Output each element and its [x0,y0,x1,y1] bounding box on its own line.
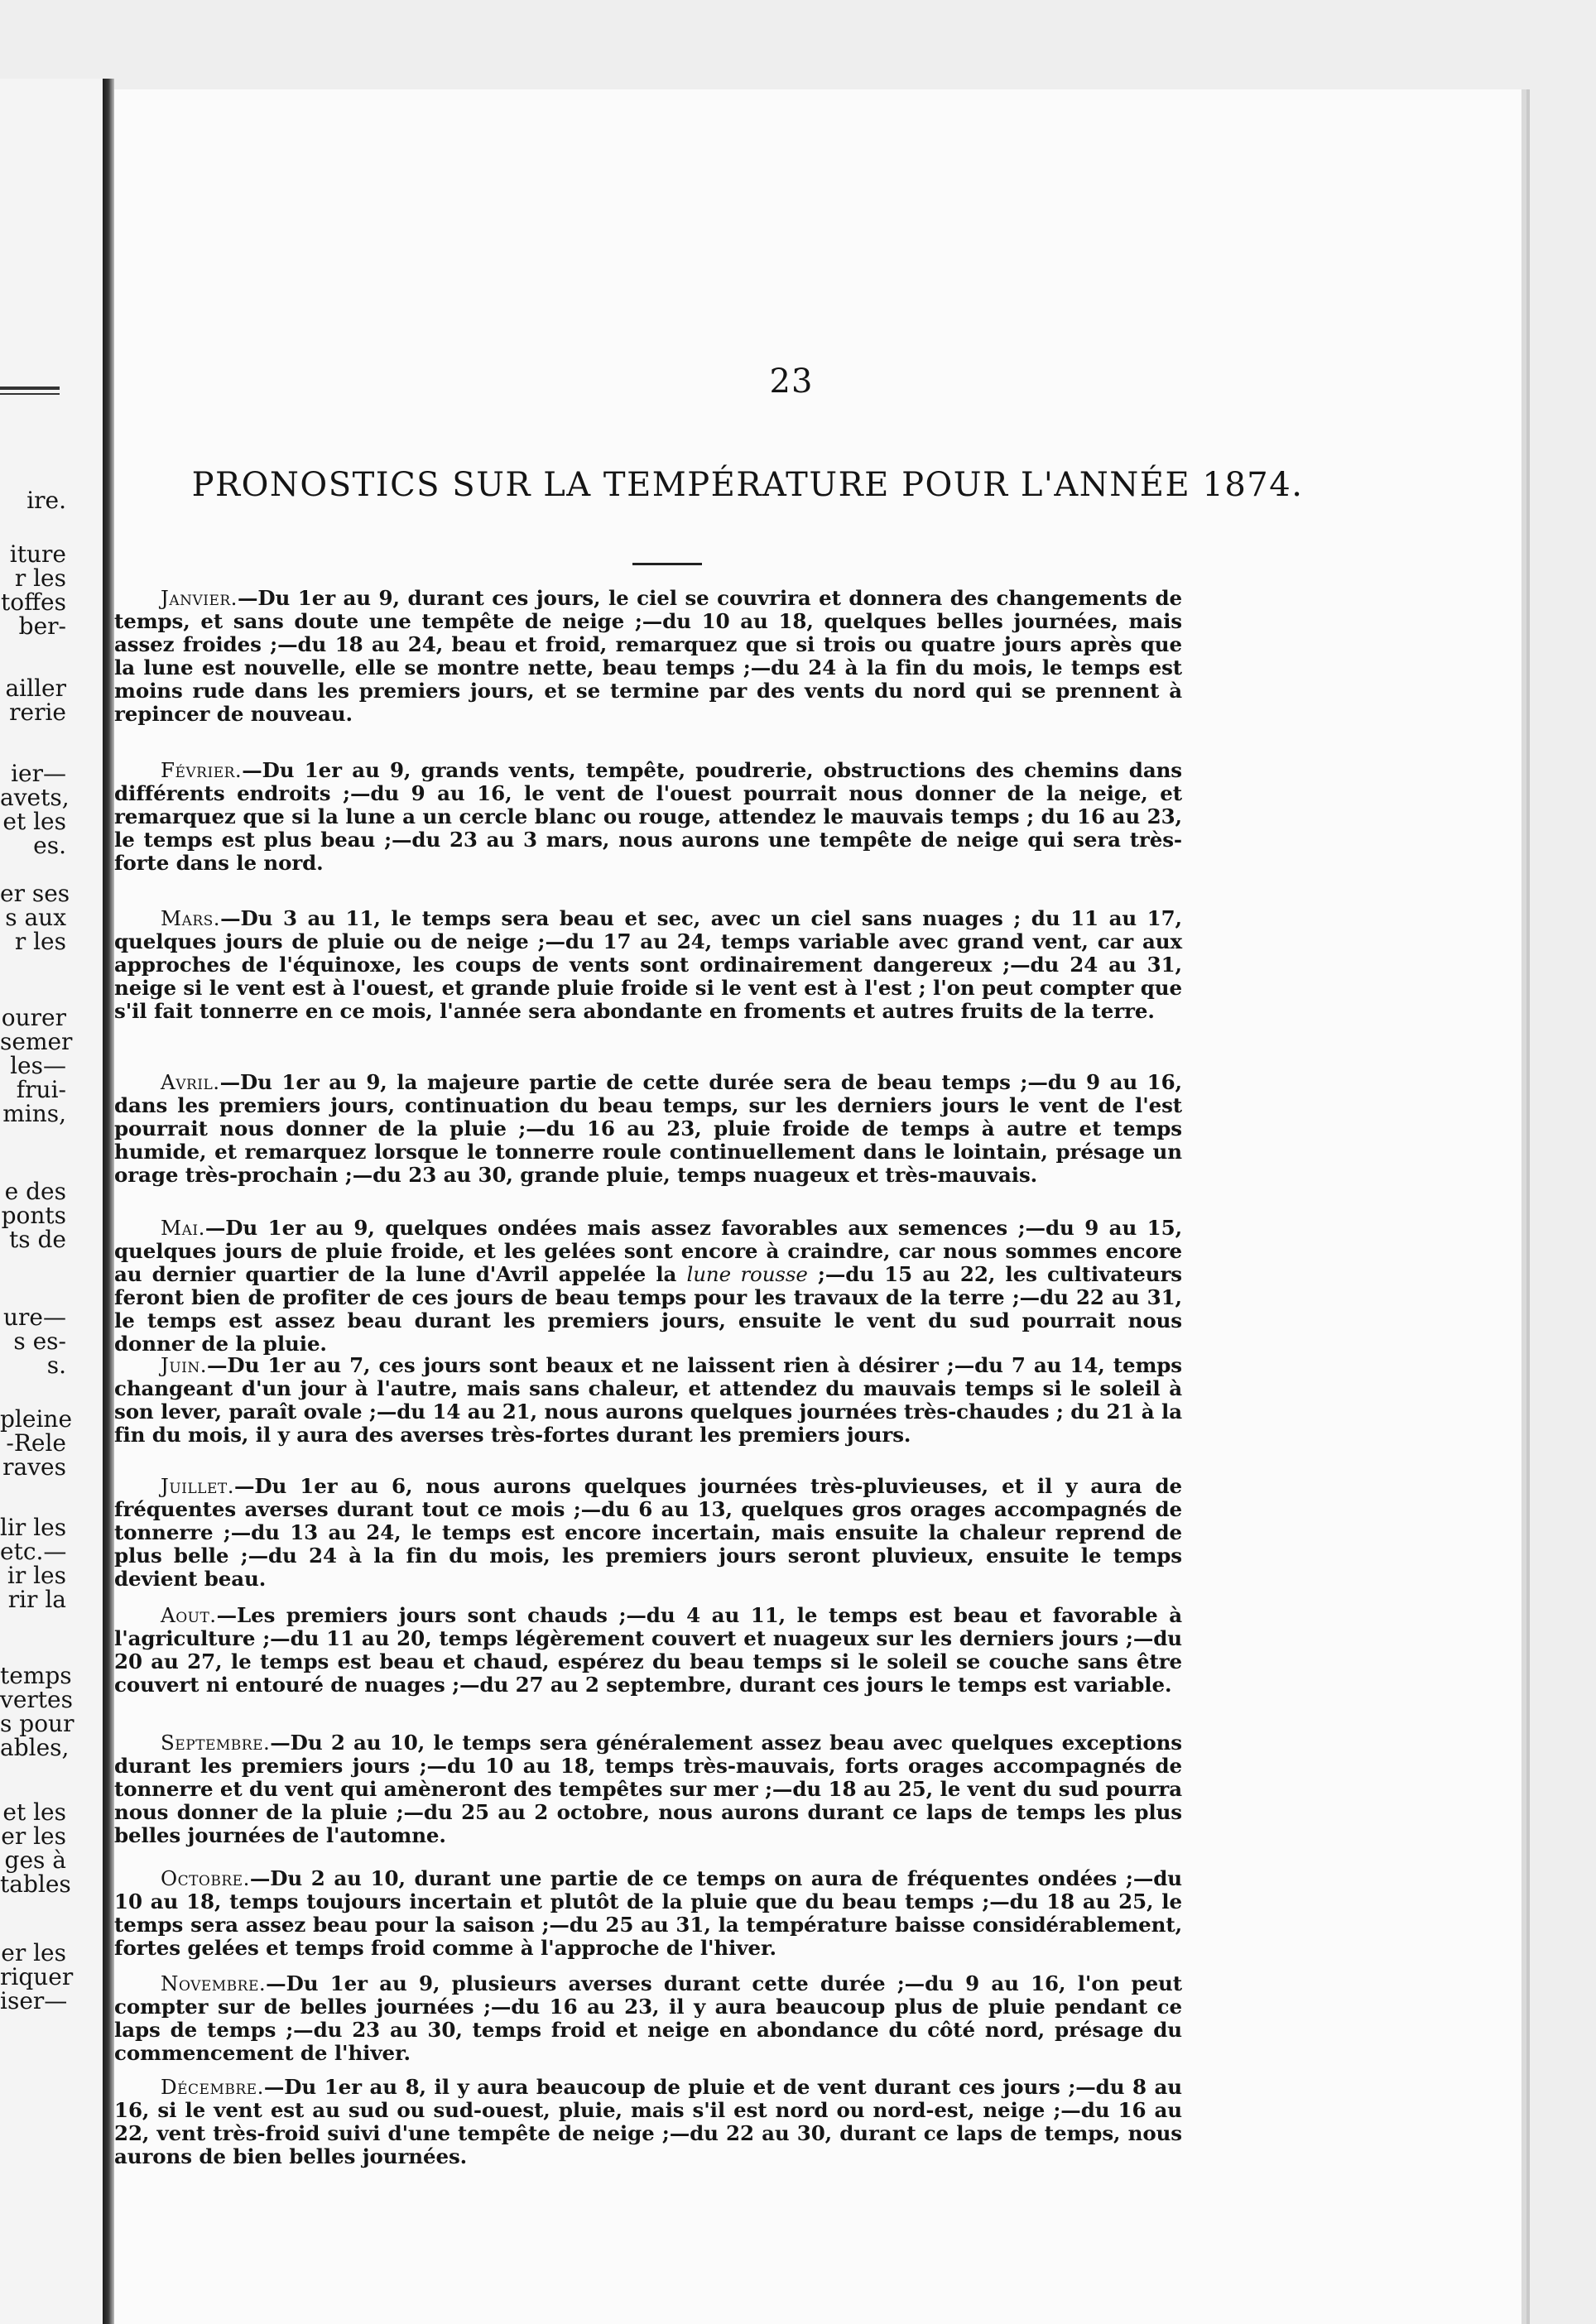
month-text: —Du 1er au 9, durant ces jours, le ciel se couvrira et donnera des changements de temps, et sans doute une tempête de neige ;—du 10 au 18, quelques belles journées, mais assez froides ;—du 18 au 24, beau et froid, remarquez que si trois ou quatre jours après que la lune est nouvelle, elle se montre nette, beau temps ;—du 24 à la fin du mois, le temps est moins rude dans les premiers jours, et se termine par des vents du nord qui se prennent à repincer de nouveau. [114,586,1182,726]
month-text: —Du 3 au 11, le temps sera beau et sec, avec un ciel sans nuages ; du 11 au 17, quelques jours de pluie ou de neige ;—du 17 au 24, temps variable avec grand vent, car aux approches de l'équinoxe, les coups de vents sont ordinairement dangereux ;—du 24 au 31, neige si le vent est à l'ouest, et grande pluie froide si le vent est à l'est ; l'on peut compter que s'il fait tonnerre en ce mois, l'année sera abondante en froments et autres fruits de la terre. [114,906,1183,1023]
left-fragment-line: e des [4,1178,66,1205]
left-fragment-line: raves [2,1453,66,1481]
left-fragment-line: s aux [5,904,66,931]
left-fragment-line: r les [14,564,66,592]
left-fragment-line: ables, [0,1734,70,1761]
month-entry-septembre [114,1731,1182,1847]
left-fragment-line: ir les [7,1562,66,1589]
month-name: Juillet. [161,1474,234,1498]
left-fragment-line: r les [14,928,66,955]
month-text: —Du 1er au 6, nous aurons quelques journées très-pluvieuses, et il y aura de fréquentes averses durant tout ce mois ;—du 6 au 13, quelques gros orages accompagnés de tonnerre ;—du 13 au 24, le temps est encore incertain, mais ensuite la chaleur reprend de plus belle ;—du 24 à la fin du mois, les premiers jours seront pluvieux, ensuite le temps devient beau. [114,1474,1182,1591]
month-name: Mai. [161,1216,205,1240]
page-title: PRONOSTICS SUR LA TEMPÉRATURE POUR L'ANNÉE 1874. [191,466,1304,504]
left-fragment-line: semer [0,1028,73,1055]
month-text-italic: lune rousse [686,1262,808,1286]
left-fragment-line: rir la [7,1586,66,1613]
left-fragment-line: les— [10,1052,66,1079]
left-fragment-line: riquer [0,1963,74,1990]
left-page-rule [0,387,60,390]
month-entry-mai [114,1217,1182,1356]
left-fragment-line: frui- [16,1076,66,1103]
left-fragment-line: iser— [0,1987,68,2014]
month-entry-octobre [114,1867,1182,1960]
left-fragment-line: temps [0,1662,72,1689]
month-name: Mars. [161,906,221,930]
left-fragment-line: etc.— [0,1538,67,1565]
left-fragment-line: -Rele [6,1429,66,1457]
month-entry-janvier [114,587,1182,726]
title-rule [632,563,702,565]
month-entry-fevrier [114,759,1182,875]
month-text: ;—du 15 au 22, les cultivateurs feront bien de profiter de ces jours de beau temps pour les travaux de la terre ;—du 22 au 31, le temps est assez beau durant les premiers jours, ensuite le vent du sud pourrait nous donner de la pluie. [114,1262,1182,1356]
month-entry-mars [114,907,1182,1023]
month-text: —Du 1er au 7, ces jours sont beaux et ne laissent rien à désirer ;—du 7 au 14, temps changeant d'un jour à l'autre, mais sans chaleur, et attendez du mauvais temps si le soleil à son lever, paraît ovale ;—du 14 au 21, nous aurons quelques journées très-chaudes ; du 21 à la fin du mois, il y aura des averses très-fortes durant les premiers jours. [114,1353,1182,1447]
left-fragment-line: ponts [1,1202,66,1229]
left-fragment-line: ire. [26,487,66,514]
left-page-fragment [0,79,103,2324]
month-entry-juillet [114,1475,1182,1591]
month-text: —Du 1er au 8, il y aura beaucoup de pluie et de vent durant ces jours ;—du 8 au 16, si le vent est au sud ou sud-ouest, pluie, mais s'il est nord ou nord-est, neige ;—du 16 au 22, vent très-froid suivi d'une tempête de neige ;—du 22 au 30, durant ce laps de temps, nous aurons de bien belles journées. [114,2075,1182,2168]
month-name: Aout. [161,1603,217,1627]
month-name: Octobre. [161,1866,250,1890]
left-fragment-line: er les [1,1939,66,1966]
left-page-rule [0,393,60,395]
left-fragment-line: ts de [8,1226,66,1253]
month-text: —Du 1er au 9, grands vents, tempête, poudrerie, obstructions des chemins dans différents endroits ;—du 9 au 16, le vent de l'ouest pourrait nous donner de la neige, et remarquez que si la lune a un cercle blanc ou rouge, attendez le mauvais temps ; du 16 au 23, le temps est plus beau ;—du 23 au 3 mars, nous aurons une tempête de neige qui sera très-forte dans le nord. [114,758,1182,875]
page-edge [1525,98,1530,2324]
left-fragment-line: ourer [1,1004,66,1031]
month-text: —Du 1er au 9, quelques ondées mais assez favorables aux semences ;—du 9 au 15, quelques jours de pluie froide, et les gelées sont encore à craindre, car nous sommes encore au dernier quartier de la lune d'Avril appelée la [114,1216,1182,1286]
left-fragment-line: mins, [2,1100,66,1127]
left-fragment-line: toffes [1,588,66,616]
month-text: —Du 1er au 9, la majeure partie de cette durée sera de beau temps ;—du 9 au 16, dans les premiers jours, continuation du beau temps, sur les derniers jours le vent de l'est pourrait nous donner de la pluie ;—du 16 au 23, pluie froide de temps à autre et temps humide, et remarquez lorsque le tonnerre roule continuellement dans le lointain, présage un orage très-prochain ;—du 23 au 30, grande pluie, temps nuageux et très-mauvais. [114,1070,1182,1187]
month-entry-aout [114,1604,1182,1697]
month-entry-juin [114,1354,1182,1447]
left-fragment-line: ailler [5,675,66,702]
left-fragment-line: vertes [0,1686,73,1713]
left-fragment-line: ber- [18,612,66,640]
month-name: Septembre. [161,1731,271,1755]
month-text: —Les premiers jours sont chauds ;—du 4 au 11, le temps est beau et favorable à l'agriculture ;—du 11 au 20, temps légèrement couvert et nuageux sur les derniers jours ;—du 20 au 27, le temps est beau et chaud, espérez du beau temps si le soleil se couche sans être couvert ni entouré de nuages ;—du 27 au 2 septembre, durant ces jours le temps est variable. [114,1603,1182,1697]
left-fragment-line: et les [2,808,66,835]
left-fragment-line: ges à [4,1846,66,1874]
left-fragment-line: er les [1,1822,66,1850]
month-entry-decembre [114,2076,1182,2168]
left-fragment-line: ure— [3,1304,66,1331]
left-fragment-line: es. [33,832,66,859]
month-text: —Du 2 au 10, durant une partie de ce temps on aura de fréquentes ondées ;—du 10 au 18, temps toujours incertain et plutôt de la pluie que du beau temps ;—du 18 au 25, le temps sera assez beau pour la saison ;—du 25 au 31, la température baisse considérablement, fortes gelées et temps froid comme à l'approche de l'hiver. [114,1866,1182,1960]
left-fragment-line: s. [46,1352,66,1379]
left-fragment-line: et les [2,1798,66,1826]
left-fragment-line: tables [0,1870,71,1898]
month-name: Avril. [161,1070,220,1094]
left-fragment-line: rerie [9,699,66,726]
left-fragment-line: s es- [13,1328,66,1355]
month-text: —Du 2 au 10, le temps sera généralement assez beau avec quelques exceptions durant les premiers jours ;—du 10 au 18, temps très-mauvais, forts orages accompagnés de tonnerre et du vent qui amèneront des tempêtes sur mer ;—du 18 au 25, le vent du sud pourra nous donner de la pluie ;—du 25 au 2 octobre, nous aurons durant ce laps de temps les plus belles journées de l'automne. [114,1731,1183,1847]
month-name: Février. [161,758,243,782]
left-fragment-line: pleine [0,1405,73,1433]
left-fragment-line: lir les [0,1514,67,1541]
month-text: —Du 1er au 9, plusieurs averses durant cette durée ;—du 9 au 16, l'on peut compter sur de belles journées ;—du 16 au 23, il y aura beaucoup plus de pluie pendant ce laps de temps ;—du 23 au 30, temps froid et neige en abondance du côté nord, présage du commencement de l'hiver. [114,1971,1182,2065]
left-fragment-line: avets, [0,784,70,811]
left-fragment-line: iture [9,540,66,568]
month-name: Novembre. [161,1971,267,1995]
main-page [114,89,1521,2324]
month-entry-novembre [114,1972,1182,2065]
page-number: 23 [769,363,814,401]
month-name: Décembre. [161,2075,264,2099]
left-fragment-line: er ses [0,880,70,907]
month-name: Juin. [161,1353,208,1377]
month-entry-avril [114,1071,1182,1187]
left-fragment-line: s pour [0,1710,75,1737]
month-name: Janvier. [161,586,238,610]
left-fragment-line: ier— [11,760,66,787]
page-gutter [103,79,114,2324]
